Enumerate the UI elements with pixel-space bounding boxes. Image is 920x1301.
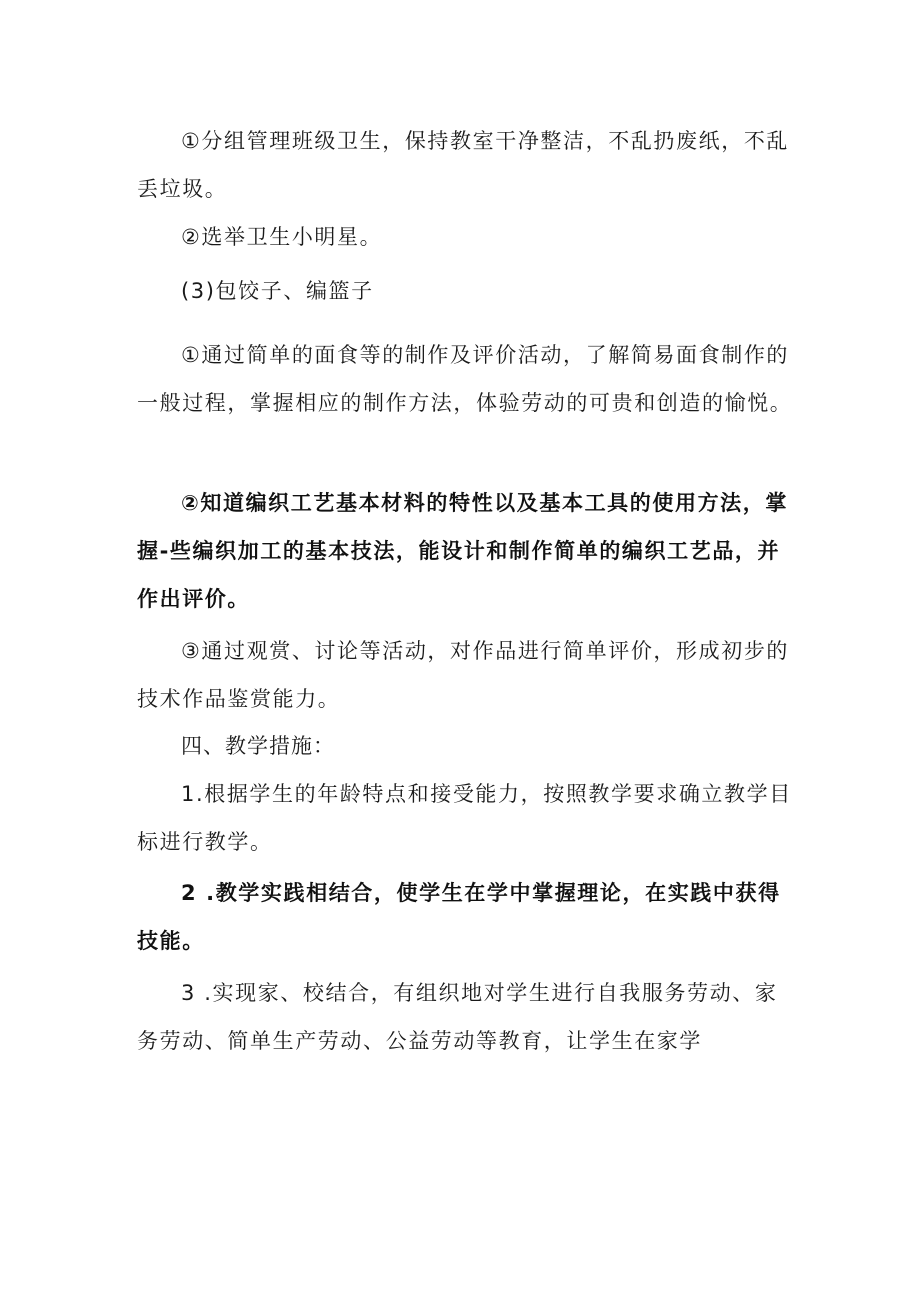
paragraph-measure-3: 3 .实现家、校结合，有组织地对学生进行自我服务劳动、家务劳动、简单生产劳动、公益劳动等教育，让学生在家学: [137, 981, 778, 1053]
paragraph-hygiene-star: ②选举卫生小明星。: [181, 225, 383, 249]
paragraph-measure-1: 1.根据学生的年龄特点和接受能力，按照教学要求确立教学目标进行教学。: [137, 782, 792, 854]
paragraph-weaving-crafts: ②知道编织工艺基本材料的特性以及基本工具的使用方法，掌握-些编织加工的基本技法，能设计和制作简单的编织工艺品，并作出评价。: [137, 491, 788, 611]
paragraph-hygiene-management: ①分组管理班级卫生，保持教室干净整洁，不乱扔废纸，不乱丢垃圾。: [137, 129, 790, 201]
paragraph-pasta-making: ①通过简单的面食等的制作及评价活动，了解简易面食制作的一般过程，掌握相应的制作方法，体验劳动的可贵和创造的愉悦。: [137, 343, 793, 415]
paragraph-appreciation: ③通过观赏、讨论等活动，对作品进行简单评价，形成初步的技术作品鉴赏能力。: [137, 639, 790, 711]
paragraph-subheading-dumplings-baskets: (3)包饺子、编篮子: [181, 279, 374, 303]
paragraph-measure-2: 2 .教学实践相结合，使学生在学中掌握理论，在实践中获得技能。: [137, 881, 781, 953]
section-heading-teaching-measures: 四、教学措施：: [181, 734, 335, 758]
